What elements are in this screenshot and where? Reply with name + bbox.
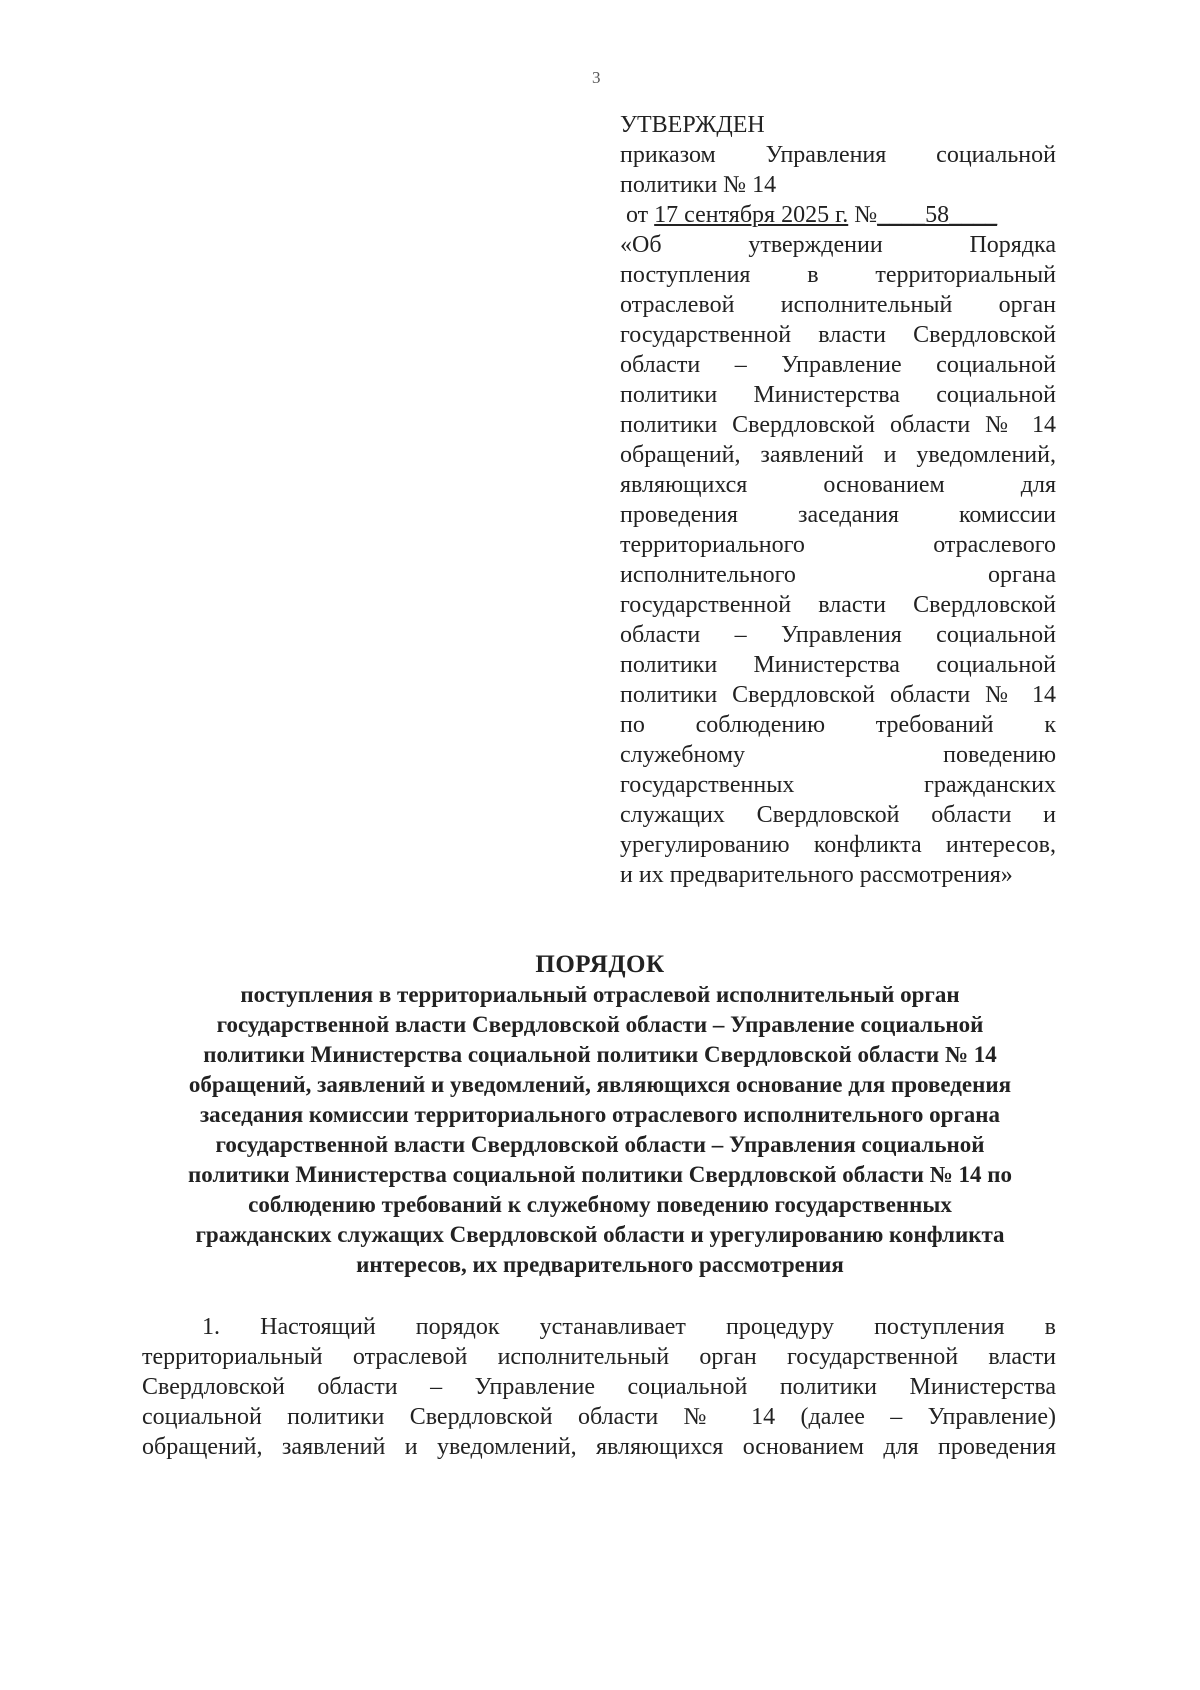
approval-line: политики Министерства социальной <box>620 652 1056 678</box>
approval-last-line: и их предварительного рассмотрения» <box>620 862 1013 888</box>
title-line: обращений, заявлений и уведомлений, являющихся основание для проведения <box>188 1072 1012 1097</box>
paragraph-line: социальной политики Свердловской области № 14 (далее – Управление) <box>142 1404 1056 1430</box>
approval-line: исполнительного органа <box>620 562 1056 588</box>
approval-line: области – Управления социальной <box>620 622 1056 648</box>
title-heading: ПОРЯДОК <box>535 951 665 978</box>
approval-line: отраслевой исполнительный орган <box>620 292 1056 318</box>
paragraph-1 <box>142 1312 1056 1462</box>
approval-body <box>620 230 1056 860</box>
approval-heading: УТВЕРЖДЕН <box>620 112 765 138</box>
paragraph-line: Свердловской области – Управление социальной политики Министерства <box>142 1374 1056 1400</box>
approval-line: обращений, заявлений и уведомлений, <box>620 442 1056 468</box>
paragraph-line: 1. Настоящий порядок устанавливает процедуру поступления в <box>202 1314 1056 1340</box>
paragraph-line: территориальный отраслевой исполнительный орган государственной власти <box>142 1344 1056 1370</box>
approval-line: политики Свердловской области № 14 <box>620 682 1056 708</box>
title-line: заседания комиссии территориального отраслевого исполнительного органа <box>199 1102 1001 1127</box>
approval-line: урегулированию конфликта интересов, <box>620 832 1056 858</box>
approval-line: «Об утверждении Порядка <box>620 232 1056 258</box>
title-line: соблюдению требований к служебному поведению государственных <box>248 1192 952 1217</box>
page-number: 3 <box>592 68 601 87</box>
approval-block <box>620 110 1056 890</box>
approval-line: государственной власти Свердловской <box>620 322 1056 348</box>
title-line: интересов, их предварительного рассмотрения <box>356 1252 844 1277</box>
title-line: государственной власти Свердловской области – Управление социальной <box>216 1012 984 1037</box>
approval-line: поступления в территориальный <box>620 262 1056 288</box>
title-line: поступления в территориальный отраслевой исполнительный орган <box>240 982 960 1007</box>
approval-line: являющихся основанием для <box>620 472 1056 498</box>
paragraph-line: обращений, заявлений и уведомлений, являющихся основанием для проведения <box>142 1434 1056 1460</box>
title-line: политики Министерства социальной политики Свердловской области № 14 по <box>188 1162 1012 1187</box>
approval-line: по соблюдению требований к <box>620 712 1056 738</box>
approval-number: ____58____ <box>877 202 998 228</box>
approval-line: служебному поведению <box>620 742 1056 768</box>
approval-order-line: приказом Управления социальной <box>620 142 1056 168</box>
date-prefix: от <box>626 202 655 228</box>
approval-date-line <box>620 200 1056 230</box>
approval-line: политики Свердловской области № 14 <box>620 412 1056 438</box>
title-subtitle <box>110 980 1090 1280</box>
approval-line: проведения заседания комиссии <box>620 502 1056 528</box>
title-line: политики Министерства социальной политики Свердловской области № 14 <box>203 1042 997 1067</box>
document-title <box>110 950 1090 1280</box>
approval-line: политики Министерства социальной <box>620 382 1056 408</box>
title-line: государственной власти Свердловской области – Управления социальной <box>215 1132 985 1157</box>
approval-line: государственных гражданских <box>620 772 1056 798</box>
approval-line: государственной власти Свердловской <box>620 592 1056 618</box>
title-line: гражданских служащих Свердловской области и урегулированию конфликта <box>195 1222 1005 1247</box>
approval-date: 17 сентября 2025 г. <box>654 202 849 228</box>
approval-politics-line: политики № 14 <box>620 172 777 198</box>
number-prefix: № <box>848 202 878 228</box>
approval-line: служащих Свердловской области и <box>620 802 1056 828</box>
approval-line: территориального отраслевого <box>620 532 1056 558</box>
approval-line: области – Управление социальной <box>620 352 1056 378</box>
